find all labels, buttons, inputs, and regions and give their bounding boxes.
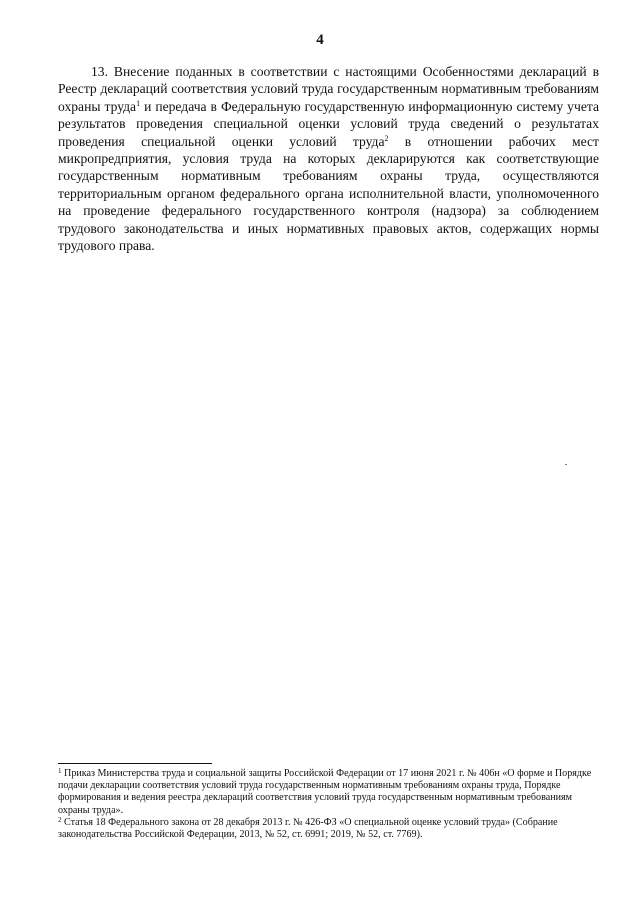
footnote-1: [58, 768, 599, 817]
footnote-ref-2: 2: [384, 133, 389, 143]
footnote-1-text: Приказ Министерства труда и социальной защиты Российской Федерации от 17 июня 2021 г. № 406н «О форме и Порядке подачи декларации соответствия условий труда государственным нормативным требованиям охраны труда, Порядке формирования и ведения реестра деклараций соответствия условий труда государственным нормативным требованиям охраны труда».: [58, 768, 592, 816]
footnote-2-marker: 2: [58, 815, 62, 824]
footnote-2: [58, 817, 599, 841]
footnote-1-marker: 1: [58, 767, 62, 775]
paragraph-13-text-part1: 13. Внесение поданных в соответствии с настоящими Особенностями деклараций в Реестр деклараций соответствия условий труда государственным нормативным требованиям охраны труда: [58, 64, 599, 114]
footnote-2-text: Статья 18 Федерального закона от 28 декабря 2013 г. № 426-ФЗ «О специальной оценке условий труда» (Собрание законодательства Российской Федерации, 2013, № 52, ст. 6991; 2019, № 52, ст. 7769).: [58, 816, 558, 841]
page-number: 4: [316, 32, 324, 48]
paragraph-13: [58, 63, 599, 254]
footnote-separator: [58, 763, 212, 764]
footnotes: [58, 768, 599, 841]
scan-speck: [565, 464, 567, 465]
paragraph-13-text-part3: в отношении рабочих мест микропредприятия, условия труда на которых декларируются как соответствующие государственным нормативным требованиям охраны труда, осуществляются территориальным органом федерального органа исполнительной власти, уполномоченного на проведение федерального государственного контроля (надзора) за соблюдением трудового законодательства и иных нормативных правовых актов, содержащих нормы трудового права.: [58, 133, 599, 254]
footnote-ref-1: 1: [136, 98, 141, 108]
paragraph-13-text-part2: и передача в Федеральную государственную информационную систему учета результатов проведения специальной оценки условий труда сведений о результатах проведения специальной оценки условий труда: [58, 98, 599, 149]
